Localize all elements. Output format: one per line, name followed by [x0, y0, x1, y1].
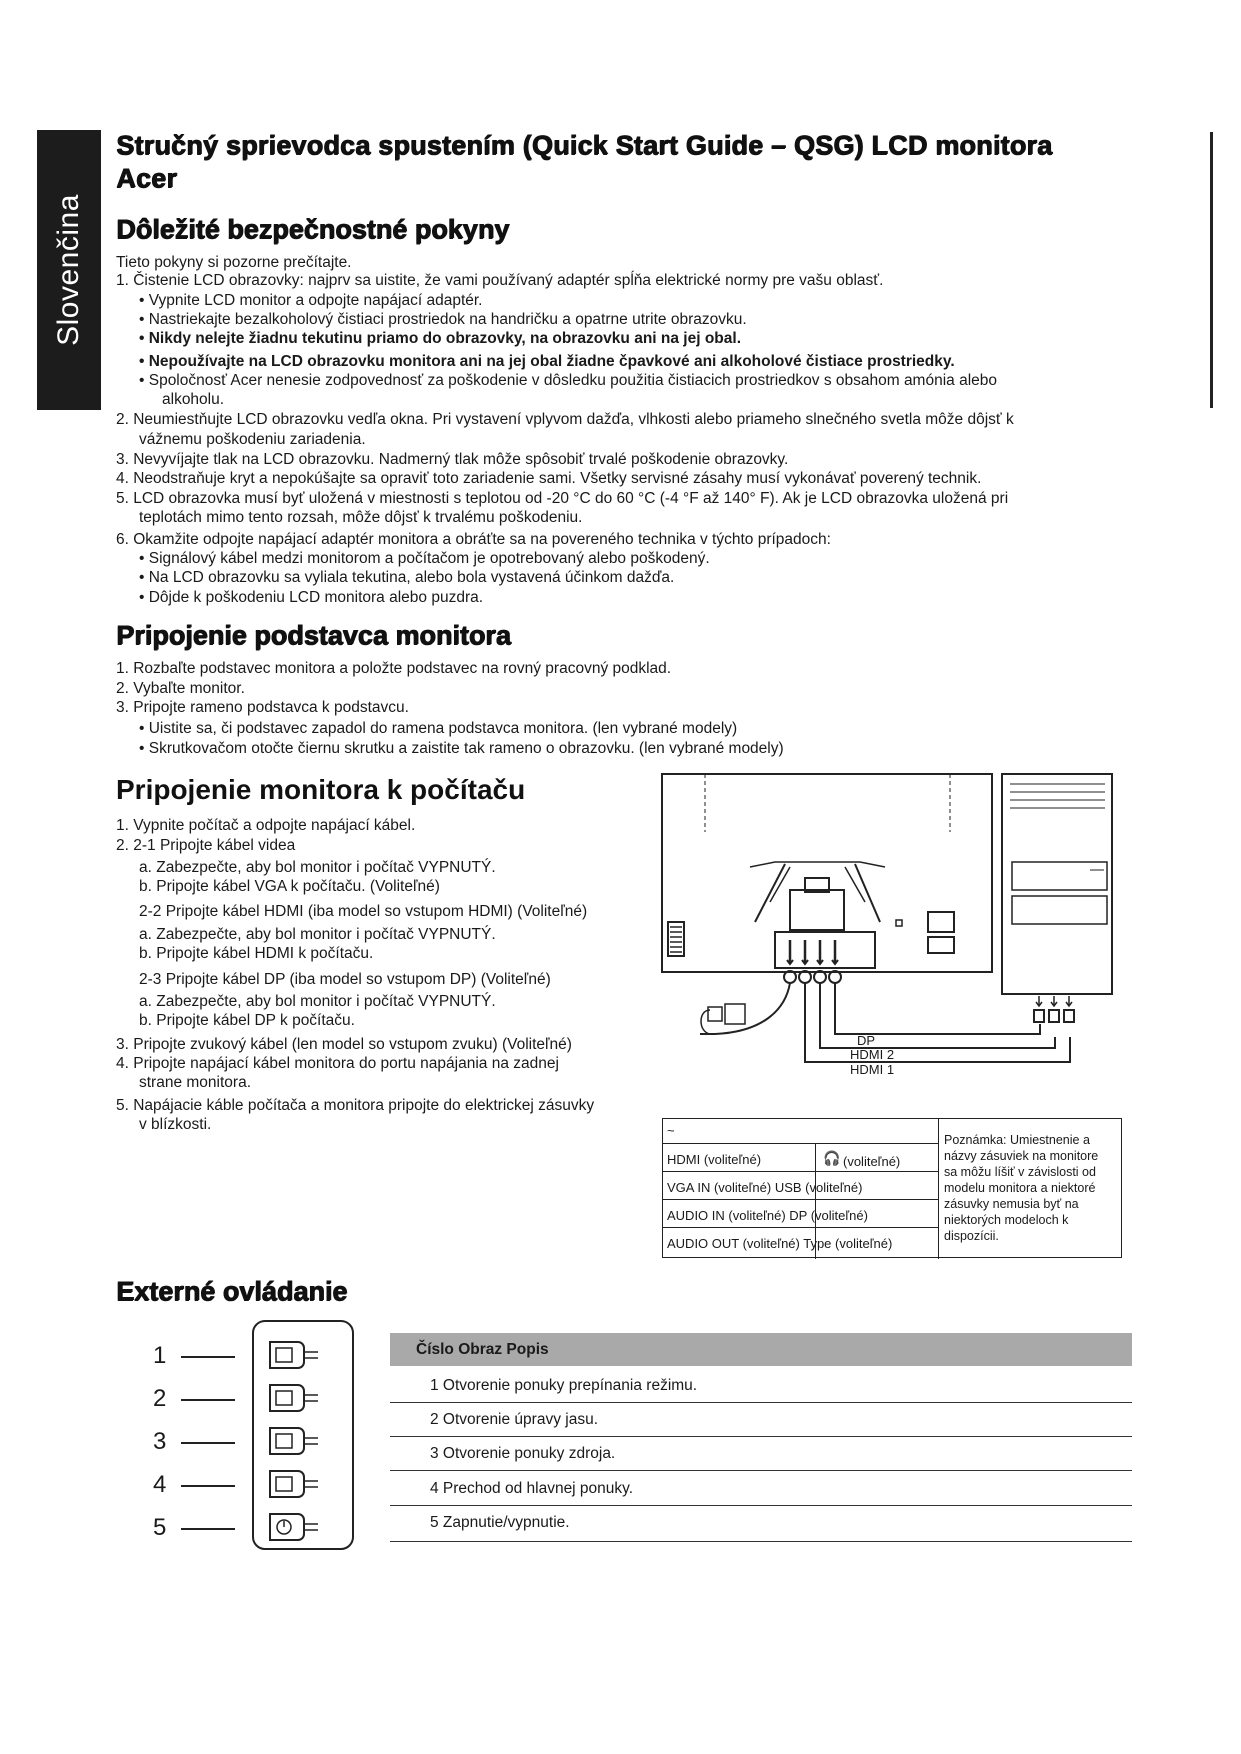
connect-item: 4. Pripojte napájací kábel monitora do portu napájania na zadnej — [116, 1055, 559, 1072]
safety-item: 2. Neumiestňujte LCD obrazovku vedľa okna. Pri vystavení vplyvom dažďa, vlhkosti alebo priameho slnečného svetla môže dôjsť k — [116, 411, 1014, 428]
connect-item: b. Pripojte kábel DP k počítaču. — [139, 1012, 355, 1029]
right-margin-bar — [1210, 132, 1213, 408]
safety-item: • Spoločnosť Acer nenesie zodpovednosť za poškodenie v dôsledku použitia čistiacich prostriedkov s obsahom amónia alebo — [139, 372, 998, 389]
connect-item: 1. Vypnite počítač a odpojte napájací kábel. — [116, 817, 416, 834]
controls-table-header — [390, 1333, 1132, 1366]
external-heading: Externé ovládanie — [116, 1276, 348, 1306]
safety-item: • Nastriekajte bezalkoholový čistiaci prostriedok na handričku a opatrne utrite obrazovku. — [139, 311, 747, 328]
connector-row-audio-out-type: AUDIO OUT (voliteľné) Type (voliteľné) — [667, 1236, 893, 1251]
language-tab — [37, 130, 101, 410]
connect-item: 2-2 Pripojte kábel HDMI (iba model so vstupom HDMI) (Voliteľné) — [139, 903, 588, 920]
connect-item: 2. 2-1 Pripojte kábel videa — [116, 837, 296, 854]
connect-item: 3. Pripojte zvukový kábel (len model so vstupom zvuku) (Voliteľné) — [116, 1036, 572, 1053]
button-2 — [270, 1385, 318, 1411]
connect-item: v blízkosti. — [139, 1116, 212, 1133]
connect-item: a. Zabezpečte, aby bol monitor i počítač VYPNUTÝ. — [139, 859, 496, 876]
stand-item: • Uistite sa, či podstavec zapadol do ramena podstavca monitora. (len vybrané modely) — [139, 720, 738, 737]
safety-item: • Signálový kábel medzi monitorom a počítačom je opotrebovaný alebo poškodený. — [139, 550, 710, 567]
stand-item: 1. Rozbaľte podstavec monitora a položte podstavec na rovný pracovný podklad. — [116, 660, 672, 677]
safety-intro: Tieto pokyny si pozorne prečítajte. — [116, 254, 352, 271]
headphone-icon: 🎧 — [823, 1150, 841, 1166]
connector-row-headphone: (voliteľné) — [843, 1154, 901, 1169]
safety-item: alkoholu. — [162, 391, 225, 408]
connect-item: 2-3 Pripojte kábel DP (iba model so vstupom DP) (Voliteľné) — [139, 971, 551, 988]
safety-item: • Dôjde k poškodeniu LCD monitora alebo puzdra. — [139, 589, 484, 606]
safety-item: • Na LCD obrazovku sa vyliala tekutina, alebo bola vystavená účinkom dažďa. — [139, 569, 675, 586]
connector-table: ~ HDMI (voliteľné) 🎧 (voliteľné) VGA IN (voliteľné) USB (voliteľné) AUDIO IN (voliteľné) DP (voliteľné) AUDIO OUT (voliteľné) Type (voliteľné) Poznámka: Umiestnenie a názvy zásuviek na monitore sa môžu líšiť v závislosti od modelu monitora a niektoré zásuvky nemusia byť na niektorých modeloch k dispozícii. — [662, 1118, 1122, 1258]
hdmi2-cable — [820, 983, 1055, 1048]
connection-diagram — [650, 772, 1130, 1072]
controls-row: 1 Otvorenie ponuky prepínania režimu. — [430, 1377, 698, 1394]
dp-cable — [835, 983, 1040, 1034]
connect-item: strane monitora. — [139, 1074, 251, 1091]
button-1 — [270, 1342, 318, 1368]
pc-tower — [1002, 774, 1112, 994]
controls-row: 5 Zapnutie/vypnutie. — [430, 1514, 570, 1531]
connect-heading: Pripojenie monitora k počítaču — [116, 774, 526, 805]
safety-item: • Vypnite LCD monitor a odpojte napájací adaptér. — [139, 292, 483, 309]
safety-item: • Nikdy nelejte žiadnu tekutinu priamo do obrazovky, na obrazovku ani na jej obal. — [139, 330, 742, 347]
safety-item: vážnemu poškodeniu zariadenia. — [139, 431, 366, 448]
connector-row-power: ~ — [667, 1123, 675, 1138]
stand-heading: Pripojenie podstavca monitora — [116, 620, 511, 650]
monitor-back-outline — [662, 774, 992, 972]
connect-item: a. Zabezpečte, aby bol monitor i počítač VYPNUTÝ. — [139, 993, 496, 1010]
connect-item: 5. Napájacie káble počítača a monitora pripojte do elektrickej zásuvky — [116, 1097, 595, 1114]
connector-row-audio-in-dp: AUDIO IN (voliteľné) DP (voliteľné) — [667, 1208, 868, 1223]
label-dp: DP — [857, 1033, 876, 1048]
label-hdmi1: HDMI 1 — [850, 1062, 895, 1077]
stand-item: 3. Pripojte rameno podstavca k podstavcu. — [116, 699, 409, 716]
controls-row: 4 Prechod od hlavnej ponuky. — [430, 1480, 634, 1497]
guide-title-line2: Acer — [116, 163, 177, 193]
button-number: 1 — [153, 1342, 167, 1369]
safety-item: 5. LCD obrazovka musí byť uložená v miestnosti s teplotou od -20 °C do 60 °C (-4 °F až 140° F). Ak je LCD obrazovka uložená pri — [116, 490, 1009, 507]
controls-row: 3 Otvorenie ponuky zdroja. — [430, 1445, 616, 1462]
label-hdmi2: HDMI 2 — [850, 1047, 895, 1062]
language-tab-label: Slovenčina — [52, 194, 85, 346]
safety-item: 6. Okamžite odpojte napájací adaptér monitora a obráťte sa na povereného technika v týchto prípadoch: — [116, 531, 831, 548]
connect-item: a. Zabezpečte, aby bol monitor i počítač VYPNUTÝ. — [139, 926, 496, 943]
safety-item: 3. Nevyvíjajte tlak na LCD obrazovku. Nadmerný tlak môže spôsobiť trvalé poškodenie obrazovky. — [116, 451, 789, 468]
button-number: 4 — [153, 1471, 167, 1498]
controls-table-header-label: Číslo Obraz Popis — [416, 1341, 549, 1358]
safety-item: 1. Čistenie LCD obrazovky: najprv sa uistite, že vami používaný adaptér spĺňa elektrické normy pre vašu oblasť. — [116, 272, 884, 289]
controls-row: 2 Otvorenie úpravy jasu. — [430, 1411, 599, 1428]
button-number: 3 — [153, 1428, 167, 1455]
button-number: 2 — [153, 1385, 167, 1412]
button-number: 5 — [153, 1514, 167, 1541]
connector-row-hdmi: HDMI (voliteľné) — [667, 1152, 762, 1167]
stand-item: 2. Vybaľte monitor. — [116, 680, 245, 697]
button-3 — [270, 1428, 318, 1454]
button-5-power — [270, 1514, 318, 1540]
safety-item: • Nepoužívajte na LCD obrazovku monitora ani na jej obal žiadne čpavkové ani alkoholové čistiace prostriedky. — [139, 353, 955, 370]
button-panel-illustration — [250, 1318, 362, 1554]
guide-title-line1: Stručný sprievodca spustením (Quick Start Guide – QSG) LCD monitora — [116, 130, 1053, 160]
safety-item: teplotách mimo tento rozsah, môže dôjsť k trvalému poškodeniu. — [139, 509, 583, 526]
safety-item: 4. Neodstraňuje kryt a nepokúšajte sa opraviť toto zariadenie sami. Všetky servisné zásahy musí vykonávať poverený technik. — [116, 470, 982, 487]
connector-row-vga-usb: VGA IN (voliteľné) USB (voliteľné) — [667, 1180, 863, 1195]
safety-heading: Dôležité bezpečnostné pokyny — [116, 214, 510, 244]
stand-item: • Skrutkovačom otočte čiernu skrutku a zaistite tak rameno o obrazovku. (len vybrané modely) — [139, 740, 784, 757]
connect-item: b. Pripojte kábel HDMI k počítaču. — [139, 945, 374, 962]
connect-item: b. Pripojte kábel VGA k počítaču. (Voliteľné) — [139, 878, 440, 895]
button-4 — [270, 1471, 318, 1497]
